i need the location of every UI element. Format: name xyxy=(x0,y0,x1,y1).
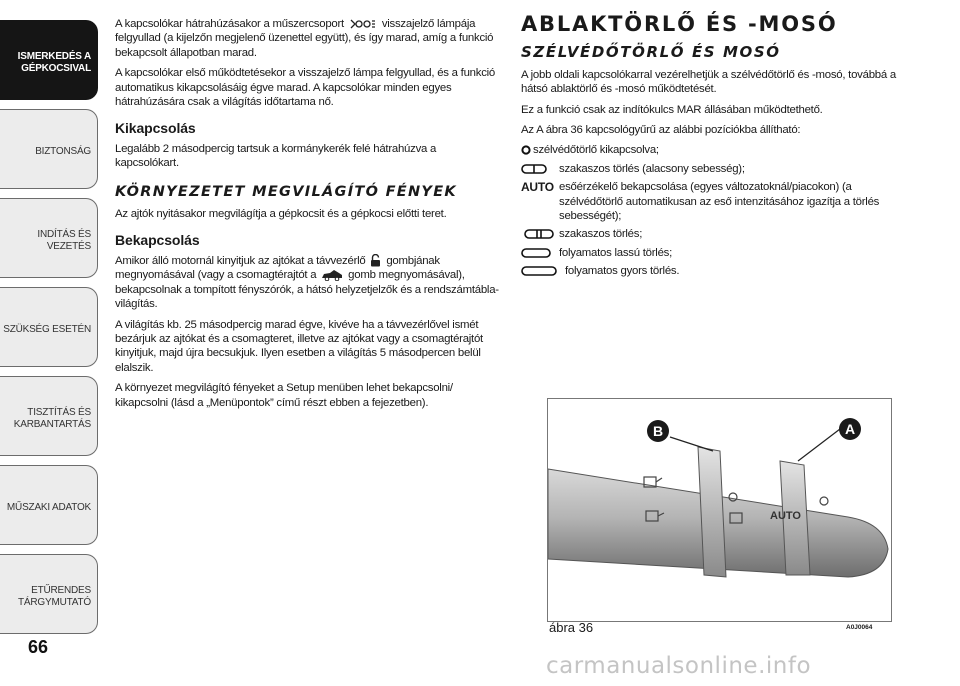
text: visszajelző lámpája felgyullad (a kijelzőn megjelenő üzenettel együtt), és így marad, amíg a funkció bekapcsolt állapotban marad. xyxy=(115,18,494,59)
paragraph: A világítás kb. 25 másodpercig marad égve, kivéve ha a távvezérlővel ismét bezárjuk az ajtókat és a csomagteret, illetve az ajtókat vagy a csomagtérajtót kinyitjuk, majd újra becsukjuk. Ilyen esetben a világítás 5 másodpercen belül elalszik. xyxy=(115,318,483,374)
position-item xyxy=(521,264,901,278)
paragraph: Az A ábra 36 kapcsológyűrű az alábbi pozíciókba állítható: xyxy=(521,124,801,137)
figure-caption: ábra 36 xyxy=(549,620,594,635)
tab-label: BIZTONSÁG xyxy=(35,146,91,157)
off-circle-icon xyxy=(521,143,533,157)
auto-icon: AUTO xyxy=(521,180,554,195)
position-text: esőérzékelő bekapcsolása (egyes változatoknál/piacokon) (a szélvédőtörlő automatikusan az eső intenzitásához igazítja a törlés sebességét); xyxy=(559,181,880,223)
paragraph: Az ajtók nyitásakor megvilágítja a gépkocsit és a gépkocsi előtti teret. xyxy=(115,208,447,221)
heading-kornyezetet: KÖRNYEZETET MEGVILÁGÍTÓ FÉNYEK xyxy=(115,183,457,200)
tab-inditas[interactable] xyxy=(0,198,98,278)
tab-ismerkedes[interactable] xyxy=(0,20,98,100)
car-trunk-icon xyxy=(321,269,343,281)
paragraph: Legalább 2 másodpercig tartsuk a kormánykerék felé hátrahúzva a kapcsolókart. xyxy=(115,142,437,170)
section-subtitle: SZÉLVÉDŐTÖRLŐ ÉS MOSÓ xyxy=(521,43,781,62)
text: Amikor álló motornál kinyitjuk az ajtókat a távvezérlő xyxy=(115,254,366,267)
lights-indicator-icon xyxy=(349,18,377,30)
position-text: szélvédőtörlő kikapcsolva; xyxy=(533,144,659,157)
paragraph: A környezet megvilágító fényeket a Setup menüben lehet bekapcsolni/ kikapcsolni (lásd a „Menüpontok” című részt ebben a fejezetben). xyxy=(115,382,453,409)
tab-biztonsag[interactable] xyxy=(0,109,98,189)
position-item xyxy=(521,246,901,260)
text: A kapcsolókar hátrahúzásakor a műszercsoport xyxy=(115,18,344,30)
tab-label: TISZTÍTÁS ÉS KARBANTARTÁS xyxy=(13,407,91,430)
stalk-auto-label: AUTO xyxy=(770,510,801,522)
padlock-open-icon xyxy=(370,254,381,267)
tab-label: INDÍTÁS ÉS VEZETÉS xyxy=(37,229,91,252)
tab-label: MŰSZAKI ADATOK xyxy=(6,502,91,513)
position-text: szakaszos törlés (alacsony sebesség); xyxy=(559,162,745,175)
continuous-fast-icon xyxy=(521,264,565,278)
tab-label: ISMERKEDÉS A GÉPKOCSIVAL xyxy=(17,51,91,74)
wiper-stalk-illustration xyxy=(548,399,891,621)
paragraph xyxy=(115,17,500,60)
position-text: folyamatos lassú törlés; xyxy=(559,246,673,259)
left-column xyxy=(115,17,500,416)
page-number: 66 xyxy=(28,637,49,657)
heading-bekapcsolas: Bekapcsolás xyxy=(115,232,200,249)
position-item xyxy=(521,162,901,176)
position-item xyxy=(521,143,901,157)
tab-label: ETŰRENDES TÁRGYMUTATÓ xyxy=(18,585,91,608)
tab-label: SZÜKSÉG ESETÉN xyxy=(3,324,91,335)
callout-a: A xyxy=(844,421,856,437)
text: gombjának megnyomásával (vagy a csomagtérajtót a xyxy=(115,254,440,282)
position-item xyxy=(521,227,901,241)
heading-kikapcsolas: Kikapcsolás xyxy=(115,120,196,137)
position-text: szakaszos törlés; xyxy=(559,228,643,241)
tab-targymutato[interactable] xyxy=(0,554,98,634)
paragraph: A jobb oldali kapcsolókarral vezérelhetjük a szélvédőtörlő és -mosó, továbbá a hátsó ablaktörlő és -mosó működtetését. xyxy=(521,68,896,96)
position-item xyxy=(521,180,901,223)
figure-36 xyxy=(547,398,892,622)
paragraph: Ez a funkció csak az indítókulcs MAR állásában működtethető. xyxy=(521,103,823,116)
right-column xyxy=(521,12,901,283)
tab-szukseg[interactable] xyxy=(0,287,98,367)
callout-b: B xyxy=(652,423,664,439)
tab-muszaki[interactable] xyxy=(0,465,98,545)
text: gomb megnyomásával), bekapcsolnak a tompított fényszórók, a hátsó helyzetjelzők és a rendszámtábla-világítás. xyxy=(115,269,499,311)
position-text: folyamatos gyors törlés. xyxy=(565,265,680,278)
figure-code: A0J0064 xyxy=(846,624,873,631)
paragraph xyxy=(115,254,500,312)
continuous-slow-icon xyxy=(521,246,559,260)
paragraph: A kapcsolókar első működtetésekor a visszajelző lámpa felgyullad, és a funkció automatikus kikapcsolásáig égve marad. A kapcsolókar minden egyes hátrahúzására csak a világítás időtartama nő. xyxy=(115,67,496,109)
intermittent-icon xyxy=(521,227,559,241)
tab-tisztitas[interactable] xyxy=(0,376,98,456)
watermark: carmanualsonline.info xyxy=(546,653,812,679)
section-title: ABLAKTÖRLŐ ÉS -MOSÓ xyxy=(521,12,838,36)
intermittent-low-icon xyxy=(521,162,559,176)
